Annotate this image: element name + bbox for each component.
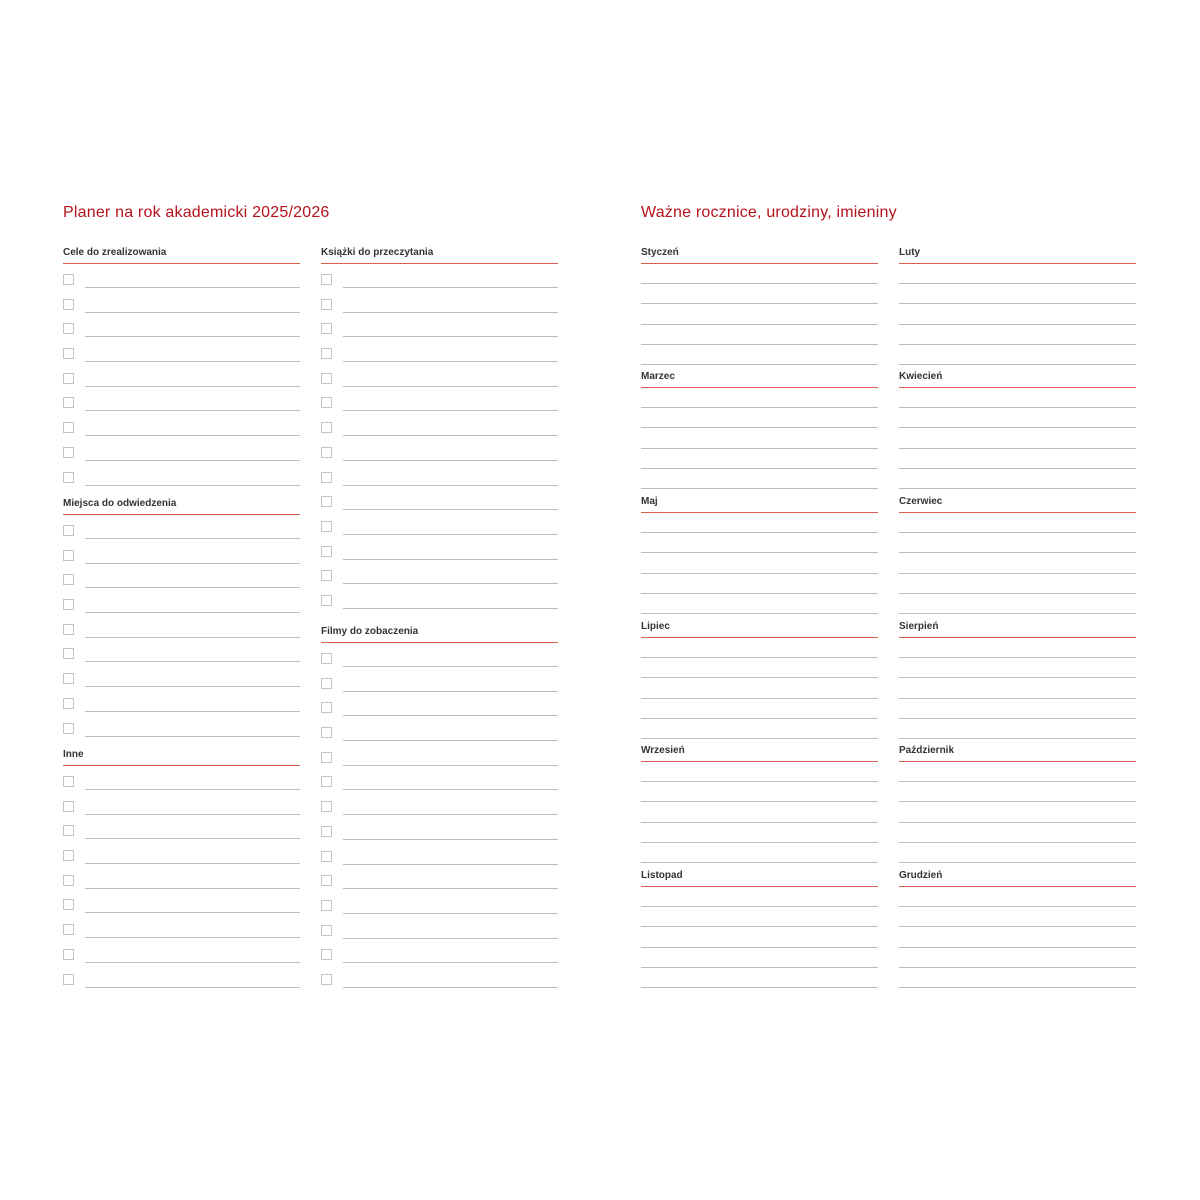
- checklist-row: [63, 338, 300, 363]
- write-in-line[interactable]: [641, 802, 878, 822]
- checklist-row: [63, 363, 300, 388]
- write-in-line[interactable]: [899, 264, 1136, 284]
- checklist-row: [321, 486, 558, 511]
- section-books: [321, 246, 558, 610]
- checklist-row: [63, 713, 300, 738]
- checklist-row: [63, 313, 300, 338]
- checklist-row: [321, 766, 558, 791]
- write-in-line[interactable]: [641, 843, 878, 863]
- write-in-line[interactable]: [899, 802, 1136, 822]
- month-lines: [899, 762, 1136, 863]
- section-heading: Filmy do zobaczenia: [321, 625, 558, 643]
- checkbox[interactable]: [63, 574, 74, 585]
- checklist-row: [63, 437, 300, 462]
- checklist-row: [321, 437, 558, 462]
- write-in-line[interactable]: [899, 449, 1136, 469]
- checkbox[interactable]: [63, 550, 74, 561]
- checkbox[interactable]: [321, 422, 332, 433]
- checkbox[interactable]: [321, 570, 332, 581]
- write-in-line[interactable]: [899, 533, 1136, 553]
- checkbox[interactable]: [63, 825, 74, 836]
- write-in-line[interactable]: [641, 948, 878, 968]
- checklist-row: [321, 560, 558, 585]
- month-heading: Marzec: [641, 370, 878, 388]
- month-heading: Maj: [641, 495, 878, 513]
- checkbox[interactable]: [63, 899, 74, 910]
- write-in-line[interactable]: [899, 887, 1136, 907]
- checklist-row: [321, 643, 558, 668]
- write-in-line[interactable]: [641, 678, 878, 698]
- section-other: [63, 748, 300, 988]
- write-in-line[interactable]: [641, 345, 878, 365]
- checklist-row: [63, 412, 300, 437]
- checklist-row: [63, 638, 300, 663]
- checklist-row: [321, 536, 558, 561]
- month-heading: Luty: [899, 246, 1136, 264]
- checklist-row: [321, 289, 558, 314]
- section-heading: Książki do przeczytania: [321, 246, 558, 264]
- section-films: [321, 625, 558, 989]
- write-in-line[interactable]: [641, 449, 878, 469]
- write-in-line[interactable]: [641, 513, 878, 533]
- write-in-line[interactable]: [899, 907, 1136, 927]
- checkbox[interactable]: [321, 678, 332, 689]
- checklist-row: [63, 791, 300, 816]
- write-in-line[interactable]: [899, 948, 1136, 968]
- checklist-row: [63, 540, 300, 565]
- write-in-line[interactable]: [641, 388, 878, 408]
- checkbox[interactable]: [63, 875, 74, 886]
- write-in-line[interactable]: [641, 699, 878, 719]
- checklist-row: [321, 692, 558, 717]
- checklist-row: [321, 816, 558, 841]
- checkbox[interactable]: [63, 472, 74, 483]
- write-in-line[interactable]: [85, 485, 300, 486]
- write-in-line[interactable]: [899, 345, 1136, 365]
- checklist-row: [63, 564, 300, 589]
- checkbox[interactable]: [63, 698, 74, 709]
- write-in-line[interactable]: [641, 762, 878, 782]
- checklist-row: [63, 614, 300, 639]
- write-in-line[interactable]: [641, 719, 878, 739]
- write-in-line[interactable]: [641, 469, 878, 489]
- month-april: [899, 370, 1136, 489]
- checkbox[interactable]: [63, 299, 74, 310]
- checklist-row: [63, 462, 300, 487]
- month-june: [899, 495, 1136, 614]
- checkbox[interactable]: [321, 274, 332, 285]
- checklist-row: [321, 313, 558, 338]
- checklist-row: [321, 841, 558, 866]
- checklist-row: [63, 815, 300, 840]
- checkbox[interactable]: [63, 673, 74, 684]
- checklist-row: [63, 663, 300, 688]
- checkbox[interactable]: [63, 348, 74, 359]
- checkbox[interactable]: [321, 373, 332, 384]
- checklist: [63, 766, 300, 988]
- write-in-line[interactable]: [641, 594, 878, 614]
- checkbox[interactable]: [63, 624, 74, 635]
- write-in-line[interactable]: [641, 823, 878, 843]
- write-in-line[interactable]: [641, 533, 878, 553]
- write-in-line[interactable]: [899, 658, 1136, 678]
- checkbox[interactable]: [63, 447, 74, 458]
- checkbox[interactable]: [63, 422, 74, 433]
- checklist-row: [321, 387, 558, 412]
- month-lines: [641, 762, 878, 863]
- checkbox[interactable]: [321, 447, 332, 458]
- month-lines: [899, 638, 1136, 739]
- checklist-row: [321, 668, 558, 693]
- checkbox[interactable]: [321, 496, 332, 507]
- write-in-line[interactable]: [641, 658, 878, 678]
- month-lines: [641, 638, 878, 739]
- checklist: [63, 515, 300, 737]
- checkbox[interactable]: [321, 776, 332, 787]
- section-heading: Cele do zrealizowania: [63, 246, 300, 264]
- write-in-line[interactable]: [899, 968, 1136, 988]
- write-in-line[interactable]: [899, 388, 1136, 408]
- write-in-line[interactable]: [899, 762, 1136, 782]
- write-in-line[interactable]: [343, 608, 558, 609]
- write-in-line[interactable]: [641, 264, 878, 284]
- checklist-row: [321, 363, 558, 388]
- checkbox[interactable]: [321, 521, 332, 532]
- write-in-line[interactable]: [641, 553, 878, 573]
- checklist-row: [63, 964, 300, 989]
- checkbox[interactable]: [321, 348, 332, 359]
- month-lines: [899, 388, 1136, 489]
- write-in-line[interactable]: [899, 927, 1136, 947]
- checklist-row: [63, 939, 300, 964]
- section-heading: Inne: [63, 748, 300, 766]
- checkbox[interactable]: [321, 397, 332, 408]
- write-in-line[interactable]: [899, 823, 1136, 843]
- checklist-row: [321, 939, 558, 964]
- checklist-row: [63, 914, 300, 939]
- month-july: [641, 620, 878, 739]
- month-heading: Sierpień: [899, 620, 1136, 638]
- checklist-row: [63, 387, 300, 412]
- month-december: [899, 869, 1136, 988]
- write-in-line[interactable]: [641, 907, 878, 927]
- checkbox[interactable]: [321, 974, 332, 985]
- checklist: [321, 643, 558, 989]
- checkbox[interactable]: [63, 373, 74, 384]
- checkbox[interactable]: [321, 851, 332, 862]
- left-page: [40, 172, 600, 1028]
- write-in-line[interactable]: [899, 678, 1136, 698]
- write-in-line[interactable]: [641, 638, 878, 658]
- checkbox[interactable]: [321, 949, 332, 960]
- checkbox[interactable]: [63, 924, 74, 935]
- month-november: [641, 869, 878, 988]
- checkbox[interactable]: [321, 702, 332, 713]
- month-august: [899, 620, 1136, 739]
- checkbox[interactable]: [321, 653, 332, 664]
- month-january: [641, 246, 878, 365]
- write-in-line[interactable]: [899, 513, 1136, 533]
- write-in-line[interactable]: [899, 719, 1136, 739]
- checklist-row: [321, 264, 558, 289]
- write-in-line[interactable]: [899, 469, 1136, 489]
- checkbox[interactable]: [321, 801, 332, 812]
- write-in-line[interactable]: [641, 927, 878, 947]
- write-in-line[interactable]: [85, 987, 300, 988]
- checklist-row: [321, 890, 558, 915]
- checklist-row: [321, 717, 558, 742]
- checkbox[interactable]: [321, 900, 332, 911]
- checklist-row: [321, 412, 558, 437]
- month-lines: [899, 887, 1136, 988]
- write-in-line[interactable]: [899, 325, 1136, 345]
- write-in-line[interactable]: [641, 968, 878, 988]
- checkbox[interactable]: [63, 274, 74, 285]
- checklist-row: [321, 964, 558, 989]
- page-title-anniversaries: Ważne rocznice, urodziny, imieniny: [641, 204, 897, 221]
- write-in-line[interactable]: [899, 843, 1136, 863]
- month-heading: Listopad: [641, 869, 878, 887]
- checklist-row: [321, 742, 558, 767]
- checklist: [321, 264, 558, 610]
- checklist-row: [63, 840, 300, 865]
- write-in-line[interactable]: [899, 553, 1136, 573]
- month-lines: [641, 887, 878, 988]
- write-in-line[interactable]: [641, 304, 878, 324]
- checklist: [63, 264, 300, 486]
- month-heading: Lipiec: [641, 620, 878, 638]
- write-in-line[interactable]: [641, 284, 878, 304]
- write-in-line[interactable]: [899, 638, 1136, 658]
- checklist-row: [63, 766, 300, 791]
- month-october: [899, 744, 1136, 863]
- checkbox[interactable]: [321, 875, 332, 886]
- checklist-row: [321, 585, 558, 610]
- month-february: [899, 246, 1136, 365]
- checkbox[interactable]: [63, 801, 74, 812]
- month-lines: [641, 388, 878, 489]
- checkbox[interactable]: [321, 299, 332, 310]
- checkbox[interactable]: [321, 925, 332, 936]
- checklist-row: [321, 338, 558, 363]
- checklist-row: [321, 865, 558, 890]
- month-heading: Styczeń: [641, 246, 878, 264]
- page-title-planner: Planer na rok akademicki 2025/2026: [63, 204, 330, 221]
- checkbox[interactable]: [321, 472, 332, 483]
- checkbox[interactable]: [63, 850, 74, 861]
- checkbox[interactable]: [63, 949, 74, 960]
- month-march: [641, 370, 878, 489]
- checklist-row: [321, 511, 558, 536]
- write-in-line[interactable]: [899, 782, 1136, 802]
- month-heading: Kwiecień: [899, 370, 1136, 388]
- write-in-line[interactable]: [85, 736, 300, 737]
- write-in-line[interactable]: [641, 408, 878, 428]
- write-in-line[interactable]: [899, 699, 1136, 719]
- checkbox[interactable]: [63, 648, 74, 659]
- checklist-row: [63, 688, 300, 713]
- checklist-row: [63, 865, 300, 890]
- month-may: [641, 495, 878, 614]
- checkbox[interactable]: [63, 599, 74, 610]
- write-in-line[interactable]: [641, 887, 878, 907]
- checklist-row: [63, 289, 300, 314]
- write-in-line[interactable]: [641, 325, 878, 345]
- checklist-row: [63, 589, 300, 614]
- write-in-line[interactable]: [899, 428, 1136, 448]
- checkbox[interactable]: [321, 727, 332, 738]
- write-in-line[interactable]: [641, 782, 878, 802]
- checkbox[interactable]: [63, 525, 74, 536]
- month-lines: [899, 264, 1136, 365]
- checkbox[interactable]: [63, 397, 74, 408]
- right-page: [600, 172, 1160, 1028]
- checkbox[interactable]: [321, 826, 332, 837]
- checkbox[interactable]: [321, 546, 332, 557]
- month-heading: Październik: [899, 744, 1136, 762]
- checklist-row: [63, 264, 300, 289]
- write-in-line[interactable]: [899, 284, 1136, 304]
- checklist-row: [63, 515, 300, 540]
- month-lines: [641, 513, 878, 614]
- checklist-row: [63, 889, 300, 914]
- write-in-line[interactable]: [899, 408, 1136, 428]
- write-in-line[interactable]: [899, 594, 1136, 614]
- write-in-line[interactable]: [899, 574, 1136, 594]
- checkbox[interactable]: [63, 323, 74, 334]
- write-in-line[interactable]: [641, 428, 878, 448]
- checkbox[interactable]: [63, 776, 74, 787]
- checkbox[interactable]: [63, 974, 74, 985]
- section-places: [63, 497, 300, 737]
- month-heading: Czerwiec: [899, 495, 1136, 513]
- month-heading: Wrzesień: [641, 744, 878, 762]
- section-goals: [63, 246, 300, 486]
- month-heading: Grudzień: [899, 869, 1136, 887]
- checklist-row: [321, 462, 558, 487]
- month-lines: [641, 264, 878, 365]
- month-september: [641, 744, 878, 863]
- write-in-line[interactable]: [641, 574, 878, 594]
- checkbox[interactable]: [321, 595, 332, 606]
- write-in-line[interactable]: [343, 987, 558, 988]
- section-heading: Miejsca do odwiedzenia: [63, 497, 300, 515]
- month-lines: [899, 513, 1136, 614]
- checkbox[interactable]: [63, 723, 74, 734]
- checklist-row: [321, 791, 558, 816]
- checkbox[interactable]: [321, 323, 332, 334]
- checkbox[interactable]: [321, 752, 332, 763]
- checklist-row: [321, 915, 558, 940]
- write-in-line[interactable]: [899, 304, 1136, 324]
